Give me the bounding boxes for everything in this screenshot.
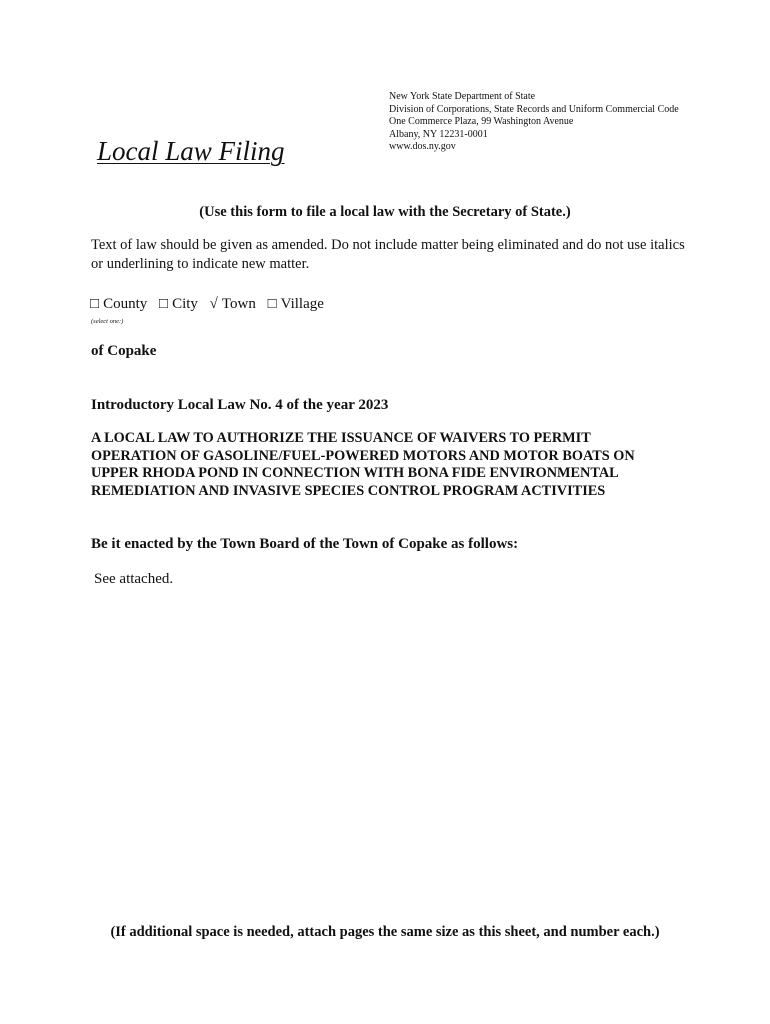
- checkbox-mark: □: [267, 296, 277, 312]
- option-label: Town: [221, 296, 256, 312]
- option-town[interactable]: [210, 296, 260, 312]
- municipality-name: of Copake: [91, 343, 157, 359]
- law-title-line: UPPER RHODA POND IN CONNECTION WITH BONA FIDE ENVIRONMENTAL: [91, 465, 619, 481]
- option-label: City: [172, 296, 198, 312]
- agency-line: Division of Corporations, State Records and Uniform Commercial Code: [389, 103, 679, 115]
- agency-line: New York State Department of State: [389, 91, 536, 102]
- law-title-line: A LOCAL LAW TO AUTHORIZE THE ISSUANCE OF WAIVERS TO PERMIT: [91, 430, 591, 446]
- local-law-title: [91, 430, 691, 500]
- option-label: Village: [280, 296, 324, 312]
- agency-line: One Commerce Plaza, 99 Washington Avenue: [389, 116, 574, 127]
- checkmark-mark: √: [209, 296, 218, 312]
- agency-website: www.dos.ny.gov: [389, 141, 456, 152]
- form-title: Local Law Filing: [97, 136, 285, 166]
- option-label: County: [103, 296, 148, 312]
- option-city[interactable]: [159, 296, 202, 312]
- agency-address-block: [389, 91, 679, 154]
- local-law-number: Introductory Local Law No. 4 of the year 2023: [91, 397, 389, 413]
- law-title-line: REMEDIATION AND INVASIVE SPECIES CONTROL PROGRAM ACTIVITIES: [91, 482, 606, 499]
- checkbox-mark: □: [90, 296, 100, 312]
- option-village[interactable]: [268, 296, 328, 312]
- footer-note: (If additional space is needed, attach pages the same size as this sheet, and number each.): [110, 924, 660, 940]
- agency-line: Albany, NY 12231-0001: [389, 128, 488, 140]
- checkbox-mark: □: [159, 296, 169, 312]
- municipality-type-selector: [90, 296, 332, 313]
- law-title-line: OPERATION OF GASOLINE/FUEL-POWERED MOTORS AND MOTOR BOATS ON: [91, 447, 635, 464]
- selector-hint: (select one:): [91, 318, 124, 325]
- amendment-note: Text of law should be given as amended. Do not include matter being eliminated and do not use italics or underlining to indicate new matter.: [91, 237, 685, 272]
- form-instruction: (Use this form to file a local law with the Secretary of State.): [199, 204, 571, 220]
- enacting-clause: Be it enacted by the Town Board of the Town of Copake as follows:: [91, 536, 519, 552]
- option-county[interactable]: [90, 296, 151, 312]
- law-body-text: See attached.: [94, 571, 174, 587]
